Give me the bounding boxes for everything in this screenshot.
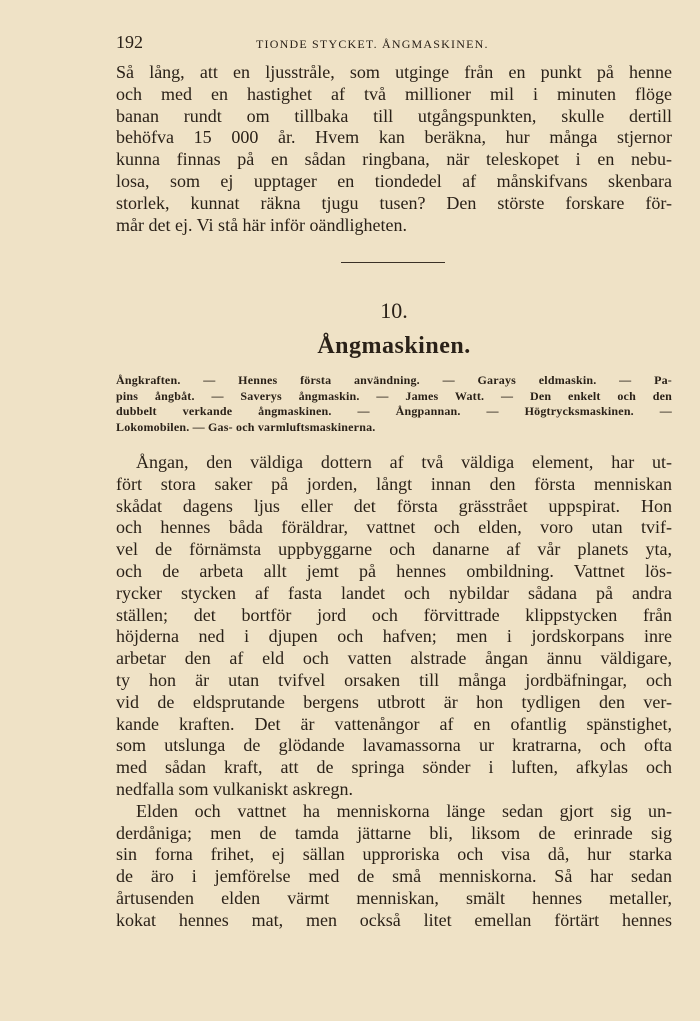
running-title: TIONDE STYCKET. ÅNGMASKINEN. bbox=[256, 37, 489, 51]
text-line: ty hon är utan tvifvel orsaken till många jordbäfningar, och bbox=[116, 669, 672, 690]
text-line: årtusenden elden värmt menniskan, smält hennes metaller, bbox=[116, 887, 672, 908]
text-line: skådat dagens ljus eller det första grässtrået uppspirat. Hon bbox=[116, 495, 672, 516]
text-line: fört stora saker på jorden, långt innan den första menniskan bbox=[116, 473, 672, 494]
text-line: kunna finnas på en sådan ringbana, när teleskopet i en nebu- bbox=[116, 149, 672, 170]
section-divider bbox=[341, 262, 445, 263]
text-line: losa, som ej upptager en tiondedel af månskifvans skenbara bbox=[116, 170, 672, 191]
text-line: arbetar den af eld och vatten alstrade ångan ännu väldigare, bbox=[116, 648, 672, 669]
main-text bbox=[116, 452, 672, 932]
summary-line: pins ångbåt. — Saverys ångmaskin. — James Watt. — Den enkelt och den bbox=[116, 388, 672, 403]
text-line: behöfva 15 000 år. Hvem kan beräkna, hur många stjernor bbox=[116, 127, 672, 148]
chapter-number: 10. bbox=[380, 298, 408, 323]
page-header bbox=[116, 32, 672, 56]
text-line: som utslunga de glödande lavamassorna ur kratrarna, och ofta bbox=[116, 735, 672, 756]
text-line: och med en hastighet af två millioner mil i minuten flöge bbox=[116, 83, 672, 104]
text-line: banan rundt om tillbaka till utgångspunkten, skulle dertill bbox=[116, 105, 672, 126]
page-number: 192 bbox=[116, 32, 143, 52]
text-line: och de arbeta allt jemt på hennes ombildning. Vattnet lös- bbox=[116, 560, 672, 581]
summary-line: dubbelt verkande ångmaskinen. — Ångpannan. — Högtrycksmaskinen. — bbox=[116, 404, 672, 418]
text-line: sin forna frihet, ej sällan upproriska och visa då, hur starka bbox=[116, 844, 672, 865]
text-line: med sådan kraft, att de springa sönder i luften, afkylas och bbox=[116, 757, 672, 778]
text-line: kokat hennes mat, men också litet emellan förtärt hennes bbox=[116, 909, 672, 930]
text-line: derdåniga; men de tamda jättarne bli, liksom de erinrade sig bbox=[116, 822, 672, 843]
text-line: de äro i jemförelse med de små menniskorna. Så har sedan bbox=[116, 866, 672, 887]
text-line: höjderna ned i djupen och hafven; men i jordskorpans inre bbox=[116, 626, 672, 647]
text-line: kande kraften. Det är vattenångor af en ofantlig spänstighet, bbox=[116, 713, 672, 734]
text-line: nedfalla som vulkaniskt askregn. bbox=[116, 778, 353, 799]
text-line: och hennes båda föräldrar, vattnet och elden, voro utan tvif- bbox=[116, 517, 672, 538]
text-line: ställen; det bortför jord och förvittrade klippstycken från bbox=[116, 604, 672, 625]
text-line: storlek, kunnat räkna tjugu tusen? Den störste forskare för- bbox=[116, 192, 672, 213]
text-line: mår det ej. Vi stå här inför oändligheten. bbox=[116, 214, 407, 235]
chapter-title: Ångmaskinen. bbox=[317, 333, 471, 359]
summary-line: Lokomobilen. — Gas- och varmluftsmaskinerna. bbox=[116, 419, 376, 434]
text-line: Så lång, att en ljusstråle, som utginge från en punkt på henne bbox=[116, 62, 672, 82]
text-line: rycker stycken af fasta landet och nybildar sådana på andra bbox=[116, 582, 672, 603]
text-line: vel de förnämsta uppbyggarne och danarne af vår planets yta, bbox=[116, 539, 672, 560]
text-line: Elden och vattnet ha menniskorna länge sedan gjort sig un- bbox=[136, 800, 672, 821]
summary-line: Ångkraften. — Hennes första användning. — Garays eldmaskin. — Pa- bbox=[116, 373, 672, 387]
chapter-summary bbox=[116, 373, 672, 435]
text-line: vid de eldsprutande bergens utbrott är hon tydligen den ver- bbox=[116, 691, 672, 712]
text-line: Ångan, den väldiga dottern af två väldiga element, har ut- bbox=[136, 452, 672, 472]
top-paragraph bbox=[116, 62, 672, 236]
